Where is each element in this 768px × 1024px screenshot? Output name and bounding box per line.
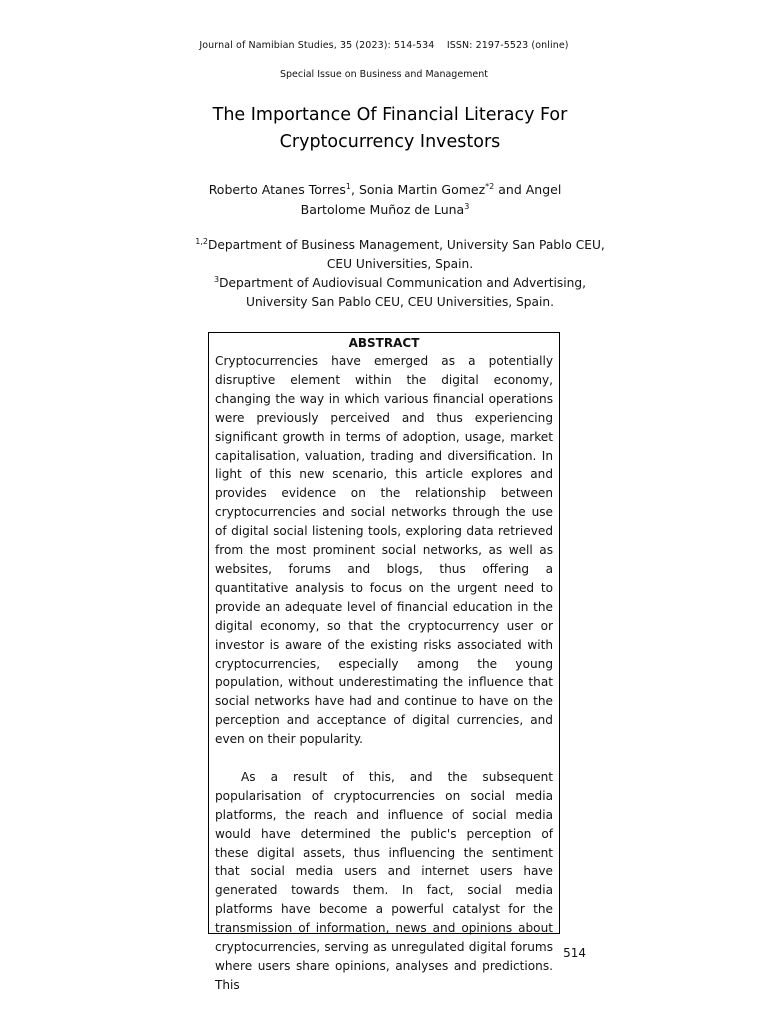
author-name: Sonia Martin Gomez bbox=[358, 182, 486, 197]
abstract-paragraph: As a result of this, and the subsequent popularisation of cryptocurrencies on social media platforms, the reach and influence of social media would have determined the public's perception of these digital assets, thus influencing the sentiment that social media users and internet users have generated towards them. In fact, social media platforms have become a powerful catalyst for the transmission of information, news and opinions about cryptocurrencies, serving as unregulated digital forums where users share opinions, analyses and predictions. This bbox=[215, 769, 553, 992]
author-affiliation-mark: 3 bbox=[464, 202, 470, 211]
page-number: 514 bbox=[563, 946, 586, 960]
special-issue-label: Special Issue on Business and Management bbox=[279, 69, 489, 80]
affiliation-mark: 3 bbox=[214, 275, 220, 284]
journal-citation: Journal of Namibian Studies, 35 (2023): 514-534 ISSN: 2197-5523 (online) bbox=[199, 40, 569, 51]
author-affiliation-mark: 1 bbox=[345, 182, 351, 191]
author-separator: , bbox=[350, 182, 359, 197]
author-separator: and bbox=[494, 182, 526, 197]
abstract-paragraph: Cryptocurrencies have emerged as a potentially disruptive element within the digital economy, changing the way in which various financial operations were previously perceived and thus experiencing significant growth in terms of adoption, usage, market capitalisation, valuation, trading and diversification. In light of this new scenario, this article explores and provides evidence on the relationship between cryptocurrencies and social networks through the use of digital social listening tools, exploring data retrieved from the most prominent social networks, as well as websites, forums and blogs, thus offering a quantitative analysis to focus on the urgent need to provide an adequate level of financial education in the digital economy, so that the cryptocurrency user or investor is aware of the existing risks associated with cryptocurrencies, especially among the young population, without underestimating the influence that social networks have had and continue to have on the perception and acceptance of digital currencies, and even on their popularity. bbox=[215, 354, 553, 747]
paragraph-spacer bbox=[215, 749, 553, 768]
affiliation-text: Department of Audiovisual Communication and Advertising, University San Pablo CEU, CEU Universities, Spain. bbox=[219, 276, 586, 309]
author-list bbox=[180, 180, 590, 220]
affiliation bbox=[195, 236, 605, 274]
affiliation bbox=[195, 274, 605, 312]
affiliation-text: Department of Business Management, University San Pablo CEU, CEU Universities, Spain. bbox=[207, 238, 605, 271]
author-name: Angel Bartolome Muñoz de Luna bbox=[300, 182, 562, 217]
affiliation-list bbox=[195, 236, 605, 312]
abstract-heading: ABSTRACT bbox=[348, 336, 420, 350]
affiliation-mark: 1,2 bbox=[195, 237, 208, 246]
abstract-box bbox=[208, 332, 560, 992]
author-affiliation-mark: *2 bbox=[485, 182, 495, 191]
article-title: The Importance Of Financial Literacy For Cryptocurrency Investors bbox=[212, 105, 568, 152]
author-name: Roberto Atanes Torres bbox=[208, 182, 346, 197]
